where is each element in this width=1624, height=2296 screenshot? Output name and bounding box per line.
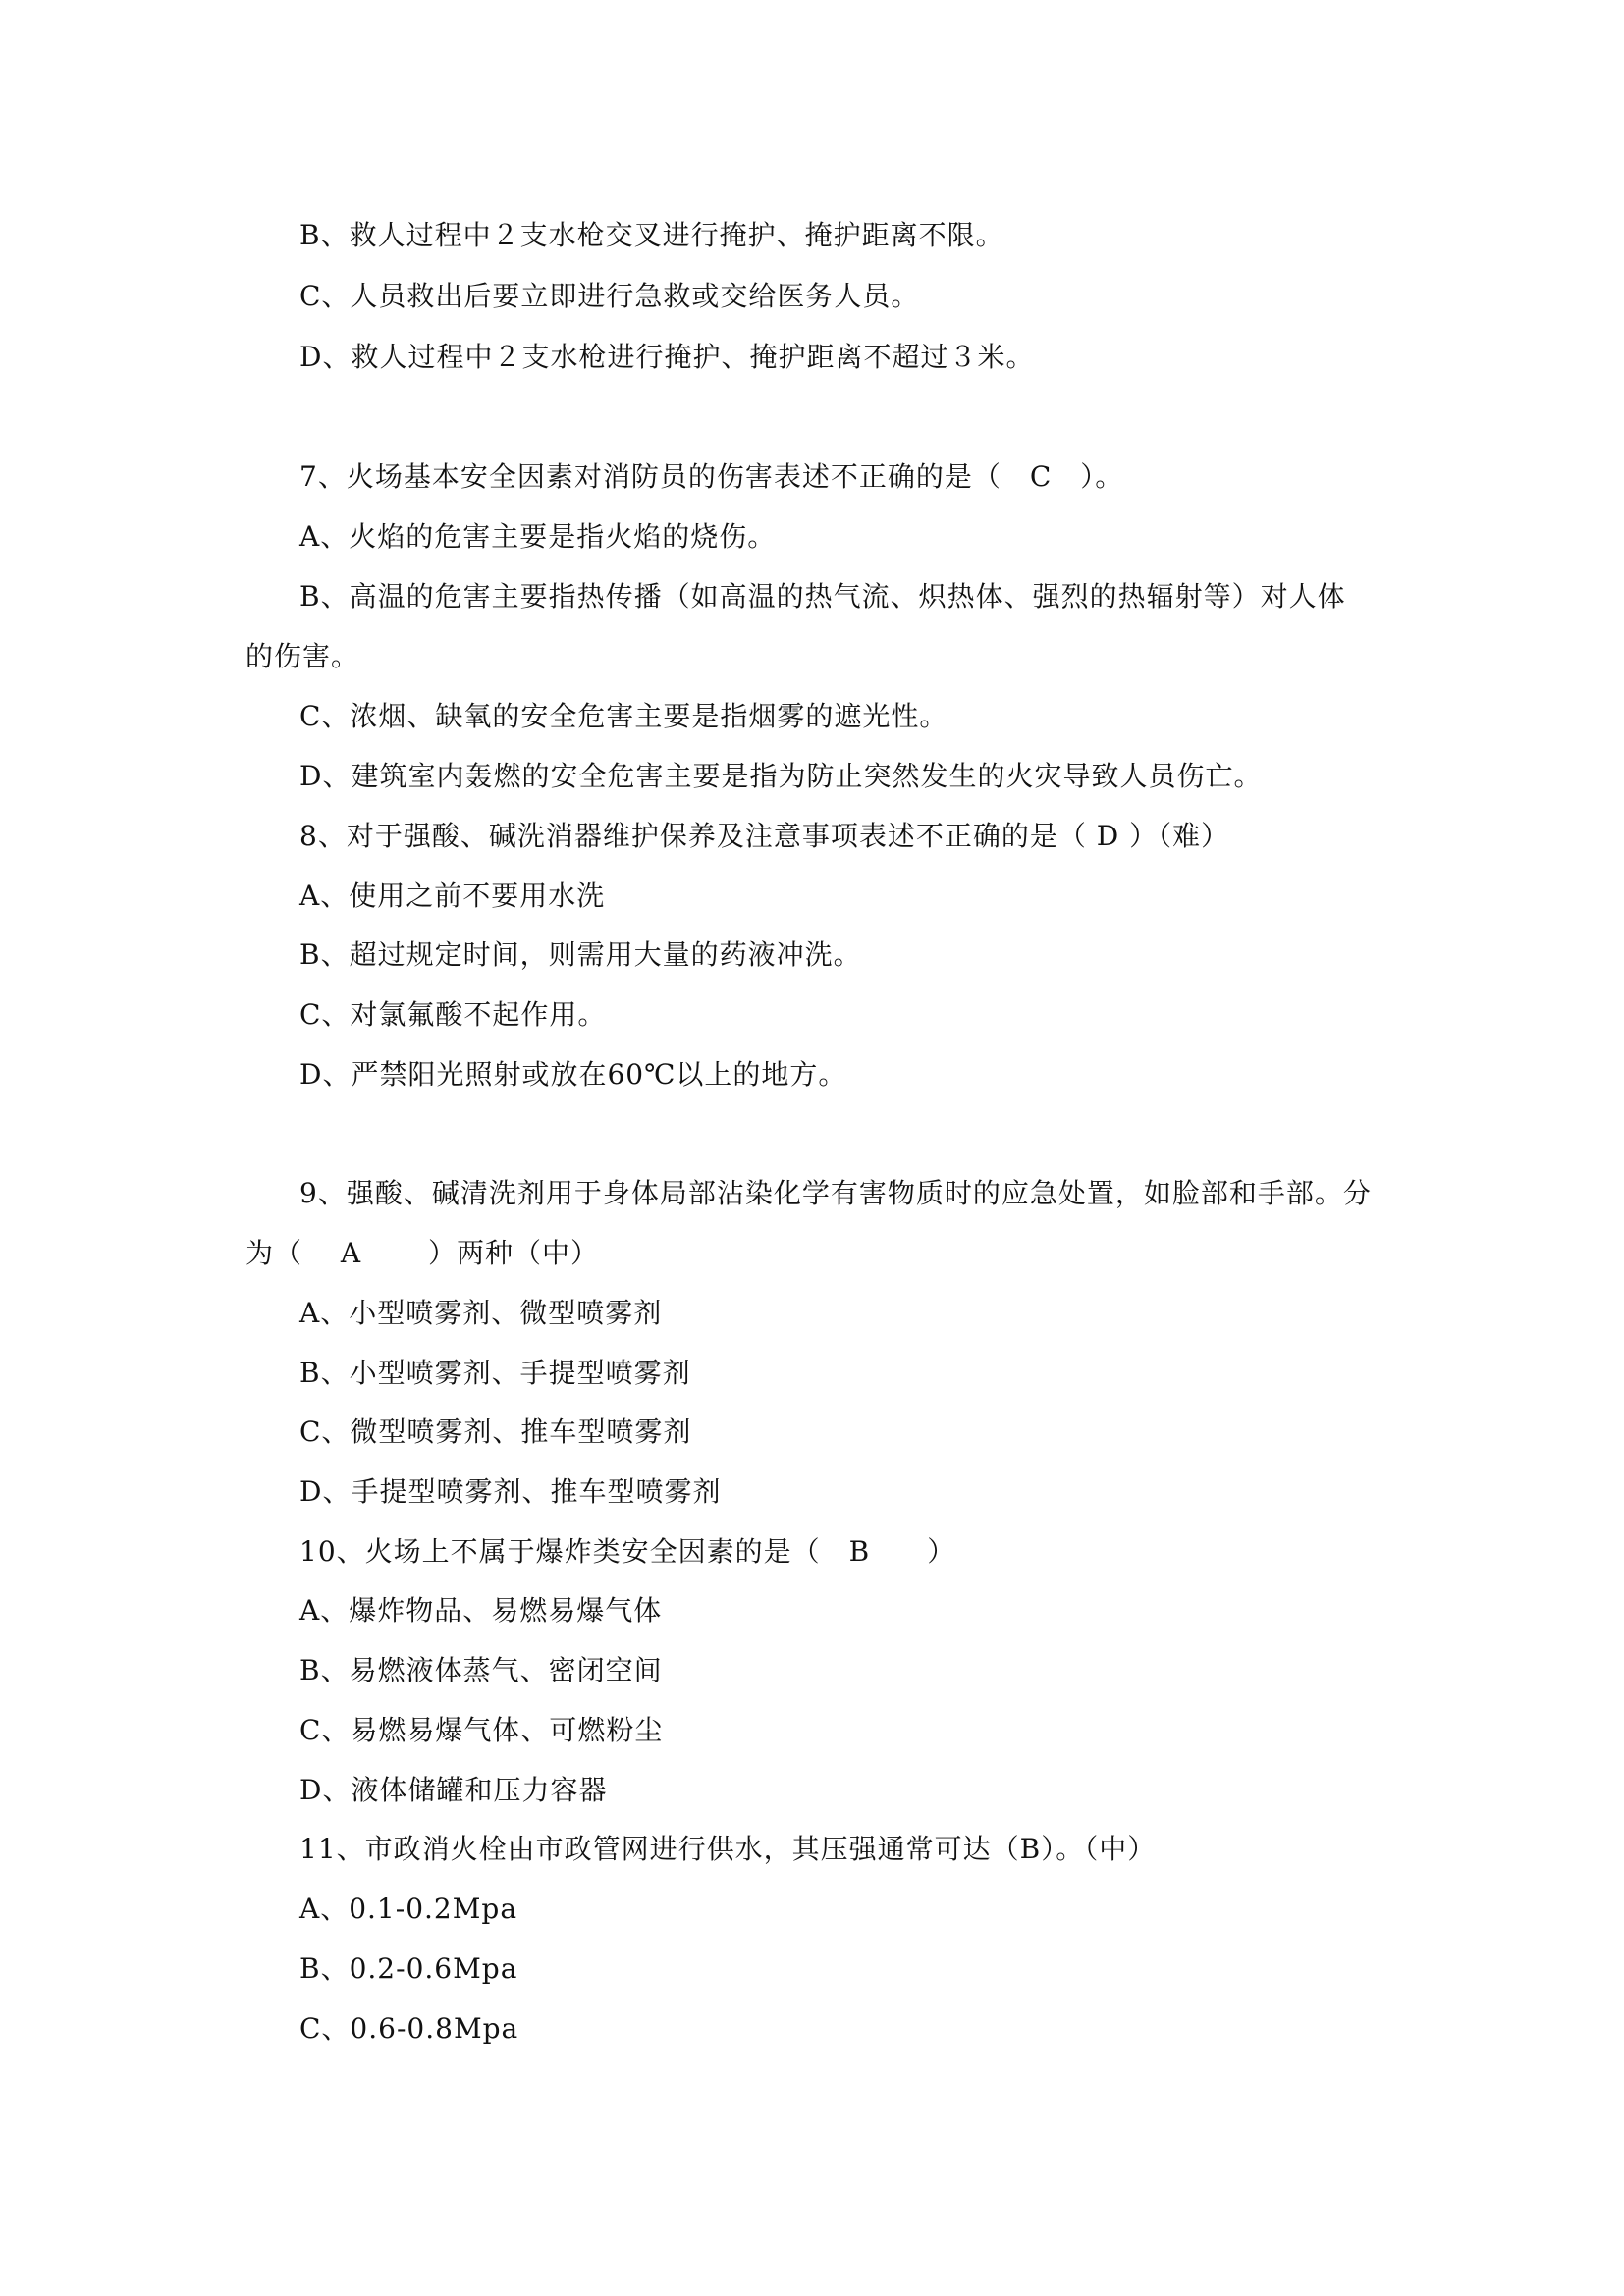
q8-option-a: A、使用之前不要用水洗	[299, 880, 606, 912]
q10-option-d: D、液体储罐和压力容器	[299, 1774, 608, 1806]
q9-option-a: A、小型喷雾剂、微型喷雾剂	[299, 1297, 663, 1329]
q9-question-continued: 为（ A ）两种（中）	[245, 1237, 600, 1269]
q11-option-b: B、0.2-0.6Mpa	[299, 1952, 518, 1985]
q11-option-c: C、0.6-0.8Mpa	[299, 2012, 519, 2045]
q8-question: 8、对于强酸、碱洗消器维护保养及注意事项表述不正确的是（ D ）（难）	[299, 820, 1230, 852]
q9-option-c: C、微型喷雾剂、推车型喷雾剂	[299, 1415, 692, 1448]
q9-question: 9、强酸、碱清洗剂用于身体局部沾染化学有害物质时的应急处置，如脸部和手部。分	[299, 1177, 1372, 1209]
q11-option-a: A、0.1-0.2Mpa	[299, 1893, 518, 1925]
q6-option-b: B、救人过程中２支水枪交叉进行掩护、掩护距离不限。	[299, 219, 1004, 251]
q7-question: 7、火场基本安全因素对消防员的伤害表述不正确的是（ C ）。	[299, 460, 1124, 493]
q10-question: 10、火场上不属于爆炸类安全因素的是（ B ）	[299, 1535, 956, 1568]
q10-option-a: A、爆炸物品、易燃易爆气体	[299, 1594, 663, 1627]
q6-option-d: D、救人过程中２支水枪进行掩护、掩护距离不超过３米。	[299, 341, 1035, 373]
q8-option-d: D、严禁阳光照射或放在60℃以上的地方。	[299, 1058, 847, 1091]
q6-option-c: C、人员救出后要立即进行急救或交给医务人员。	[299, 280, 920, 312]
q8-option-c: C、对氯氟酸不起作用。	[299, 998, 607, 1031]
q7-option-b-continued: 的伤害。	[245, 640, 360, 672]
q7-option-d: D、建筑室内轰燃的安全危害主要是指为防止突然发生的火灾导致人员伤亡。	[299, 760, 1263, 792]
q11-question: 11、市政消火栓由市政管网进行供水，其压强通常可达（B）。（中）	[299, 1833, 1157, 1865]
q10-option-c: C、易燃易爆气体、可燃粉尘	[299, 1714, 664, 1746]
q7-option-c: C、浓烟、缺氧的安全危害主要是指烟雾的遮光性。	[299, 700, 948, 732]
q9-option-b: B、小型喷雾剂、手提型喷雾剂	[299, 1357, 691, 1389]
q9-option-d: D、手提型喷雾剂、推车型喷雾剂	[299, 1475, 722, 1508]
q10-option-b: B、易燃液体蒸气、密闭空间	[299, 1654, 663, 1686]
q7-option-b: B、高温的危害主要指热传播（如高温的热气流、炽热体、强烈的热辐射等）对人体	[299, 580, 1346, 613]
q7-option-a: A、火焰的危害主要是指火焰的烧伤。	[299, 520, 777, 553]
q8-option-b: B、超过规定时间，则需用大量的药液冲洗。	[299, 938, 862, 971]
